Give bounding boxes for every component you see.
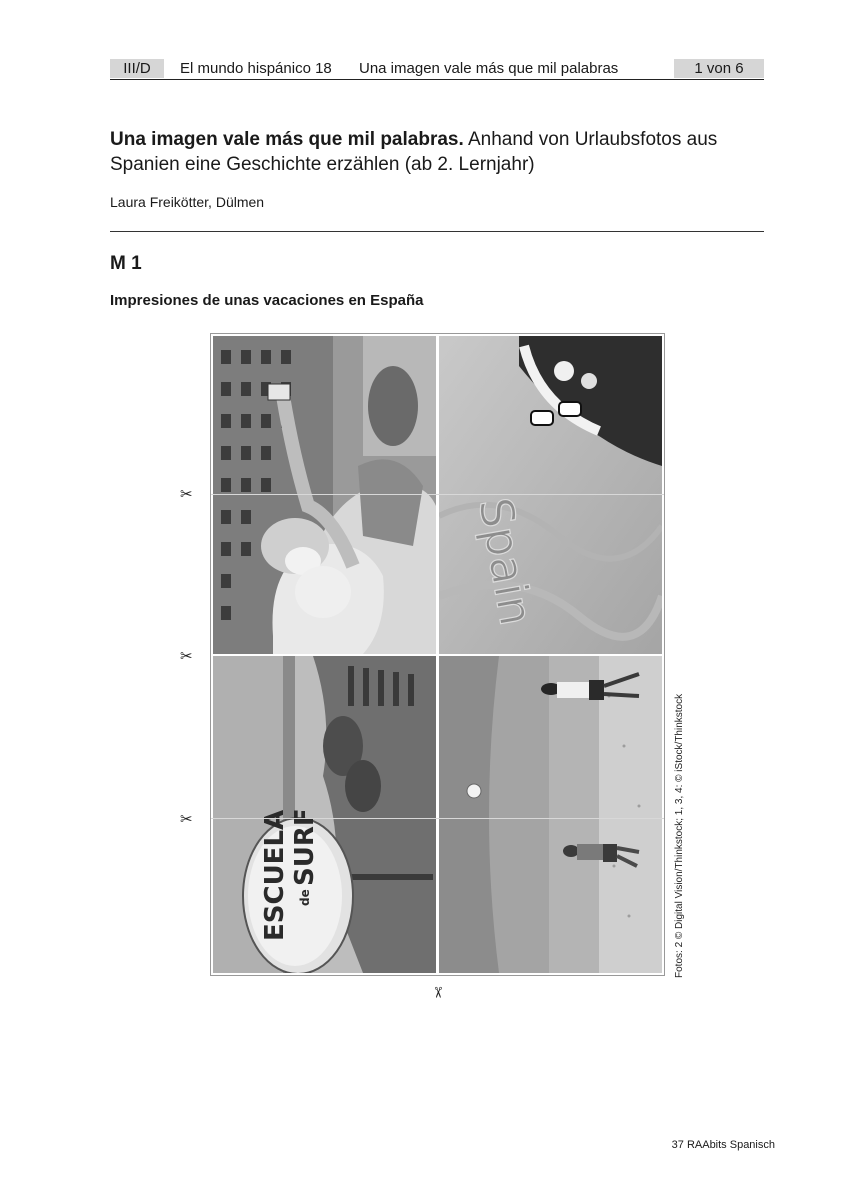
cut-line-3 bbox=[211, 818, 664, 819]
title-bold: Una imagen vale más que mil palabras. bbox=[110, 129, 464, 150]
title-rest: Anhand von Urlaubsfotos aus Spanien eine Geschichte erzählen (ab 2. Lernjahr) bbox=[110, 129, 718, 175]
scissors-icon: ✂ bbox=[428, 986, 447, 999]
header-series: El mundo hispánico 18 bbox=[180, 60, 332, 77]
page-header bbox=[110, 59, 764, 80]
photo-couple-selfie bbox=[213, 336, 436, 654]
page-footer: 37 RAAbits Spanisch bbox=[671, 1139, 775, 1151]
document-title bbox=[110, 127, 770, 177]
scissors-icon: ✂ bbox=[180, 647, 193, 665]
cut-line-1 bbox=[211, 494, 664, 495]
photo-grid bbox=[210, 333, 665, 976]
sign-text-de: de bbox=[298, 889, 312, 906]
scissors-icon: ✂ bbox=[180, 485, 193, 503]
photo-surf-sign bbox=[213, 656, 436, 973]
material-label: M 1 bbox=[110, 253, 142, 274]
scissors-icon: ✂ bbox=[180, 810, 193, 828]
sign-text-surf: SURF bbox=[290, 808, 320, 886]
header-section: III/D bbox=[110, 59, 164, 78]
header-topic: Una imagen vale más que mil palabras bbox=[359, 60, 619, 77]
sand-spain-text: Spain bbox=[468, 493, 544, 630]
divider bbox=[110, 231, 764, 232]
author: Laura Freikötter, Dülmen bbox=[110, 194, 265, 210]
sign-text-escuela: ESCUELA bbox=[260, 809, 290, 941]
subheading: Impresiones de unas vacaciones en España bbox=[110, 292, 424, 309]
photo-credit: Fotos: 2 © Digital Vision/Thinkstock; 1, 3, 4: © iStock/Thinkstock bbox=[674, 693, 685, 978]
header-page-number: 1 von 6 bbox=[674, 59, 764, 78]
photo-sand-spain bbox=[439, 336, 662, 654]
photo-beach-volleyball bbox=[439, 656, 662, 973]
